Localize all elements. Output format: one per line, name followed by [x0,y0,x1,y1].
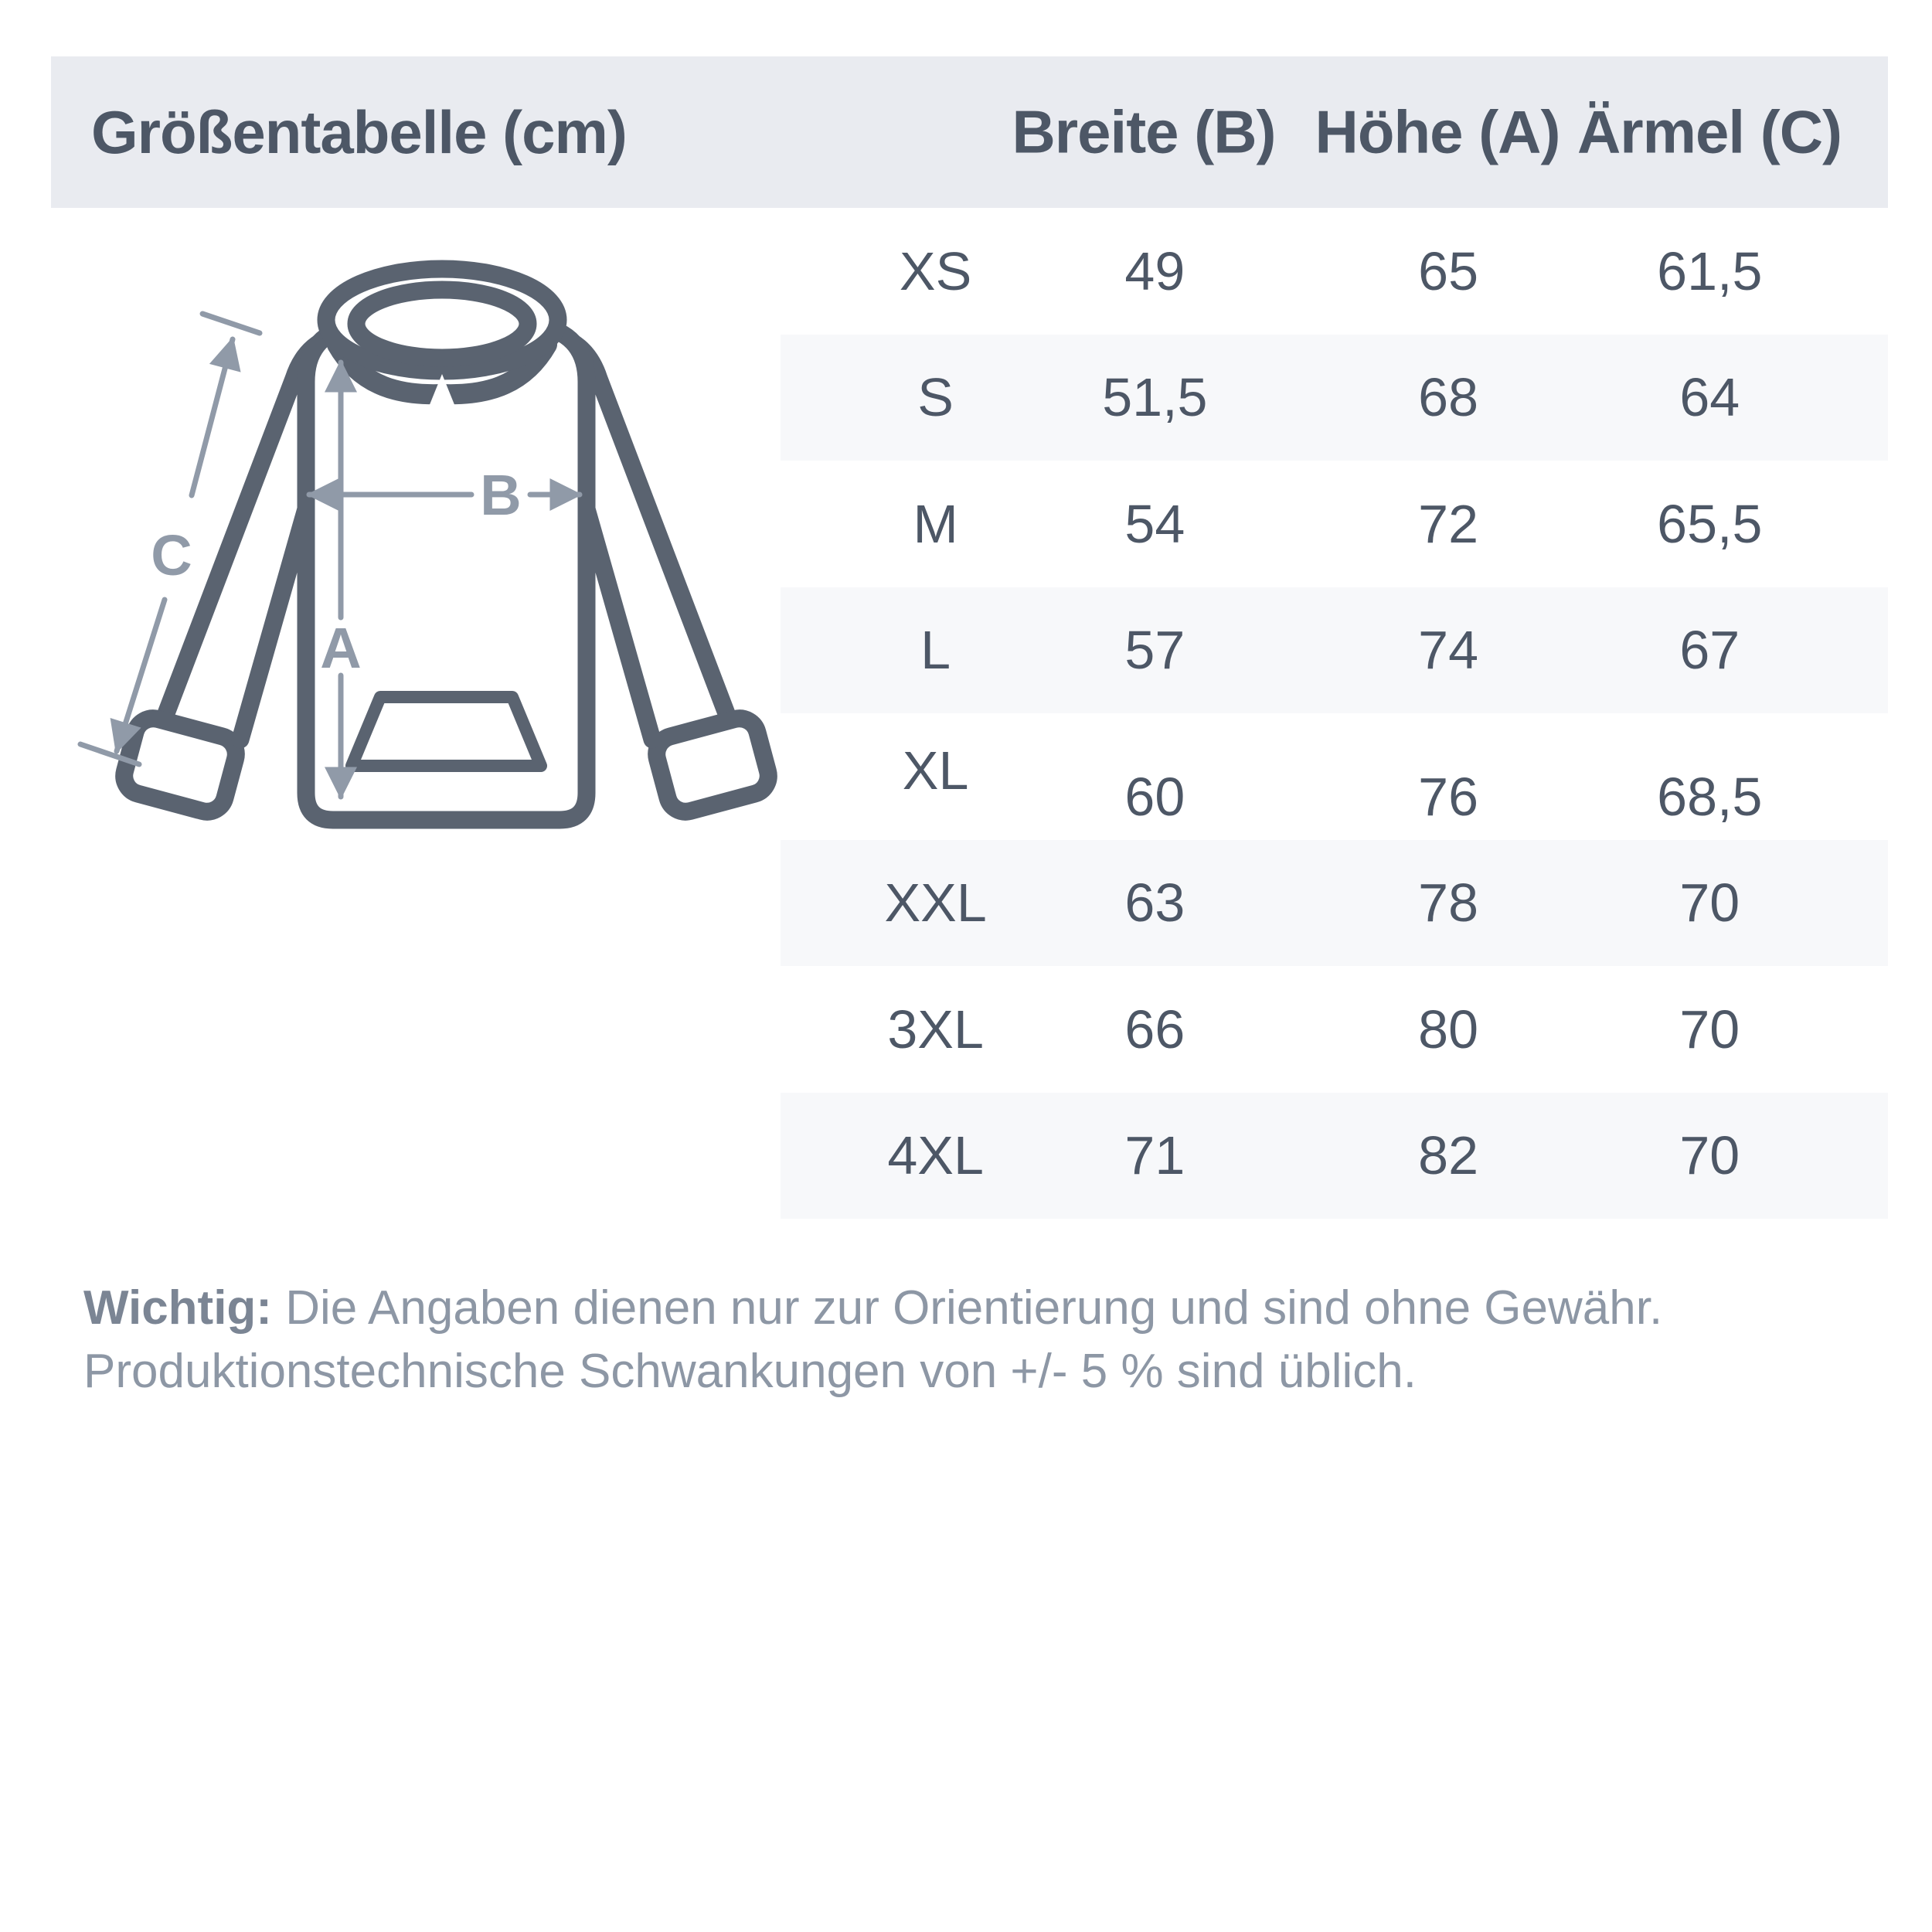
arrow-c-upper [192,339,233,495]
aermel-cell: 67 [1679,620,1740,681]
table-row [781,461,1888,587]
breite-cell: 51,5 [1102,367,1208,428]
disclaimer-note [83,1277,1900,1403]
aermel-cell: 70 [1679,998,1740,1060]
table-header-bar [51,56,1888,208]
hoehe-cell: 82 [1418,1125,1479,1186]
arrow-c-top-tick [202,314,260,333]
hoehe-cell: 72 [1418,493,1479,554]
kangaroo-pocket-icon [352,697,541,766]
breite-cell: 57 [1124,620,1185,681]
column-header-hoehe: Höhe (A) [1315,97,1560,166]
sleeve-left-inner-seam [240,506,307,740]
size-cell: 4XL [887,1125,984,1186]
size-cell: S [917,367,954,428]
column-header-aermel: Ärmel (C) [1577,97,1842,166]
page-title: Größentabelle (cm) [91,97,627,166]
aermel-cell: 68,5 [1657,766,1763,827]
aermel-cell: 61,5 [1657,240,1763,301]
table-row [781,713,1888,840]
cuff-right-icon [652,714,772,815]
column-header-breite: Breite (B) [1012,97,1276,166]
sleeve-right-inner-seam [586,506,652,740]
hood-inner-ring-icon [356,290,528,358]
breite-cell: 66 [1124,998,1185,1060]
hoehe-cell: 76 [1418,766,1479,827]
table-row [781,208,1888,335]
disclaimer-bold-prefix: Wichtig: [83,1281,272,1335]
breite-cell: 60 [1124,766,1185,827]
aermel-cell: 70 [1679,872,1740,934]
aermel-cell: 70 [1679,1125,1740,1186]
hoehe-cell: 74 [1418,620,1479,681]
size-cell: L [920,620,951,681]
table-row [781,335,1888,461]
label-height-a: A [320,616,362,680]
label-width-b: B [480,463,522,527]
size-cell: XS [899,240,972,301]
hoodie-measurement-diagram [46,193,819,927]
hoehe-cell: 80 [1418,998,1479,1060]
table-row [781,1093,1888,1219]
label-sleeve-c: C [151,523,192,587]
size-cell: M [913,493,958,554]
breite-cell: 63 [1124,872,1185,934]
aermel-cell: 64 [1679,367,1740,428]
table-row [781,587,1888,714]
hoehe-cell: 68 [1418,367,1479,428]
table-row [781,966,1888,1093]
breite-cell: 71 [1124,1125,1185,1186]
size-cell: XXL [884,872,987,934]
hoehe-cell: 65 [1418,240,1479,301]
size-table-rows [781,208,1888,1219]
size-cell: 3XL [887,998,984,1060]
aermel-cell: 65,5 [1657,493,1763,554]
disclaimer-line-2: Produktionstechnische Schwankungen von +/- 5 % sind üblich. [83,1345,1417,1398]
disclaimer-line-1-text: Die Angaben dienen nur zur Orientierung und sind ohne Gewähr. [285,1281,1663,1335]
hoehe-cell: 78 [1418,872,1479,934]
breite-cell: 49 [1124,240,1185,301]
size-cell: XL [902,740,969,801]
table-row [781,840,1888,967]
disclaimer-line-1 [83,1277,1900,1340]
breite-cell: 54 [1124,493,1185,554]
